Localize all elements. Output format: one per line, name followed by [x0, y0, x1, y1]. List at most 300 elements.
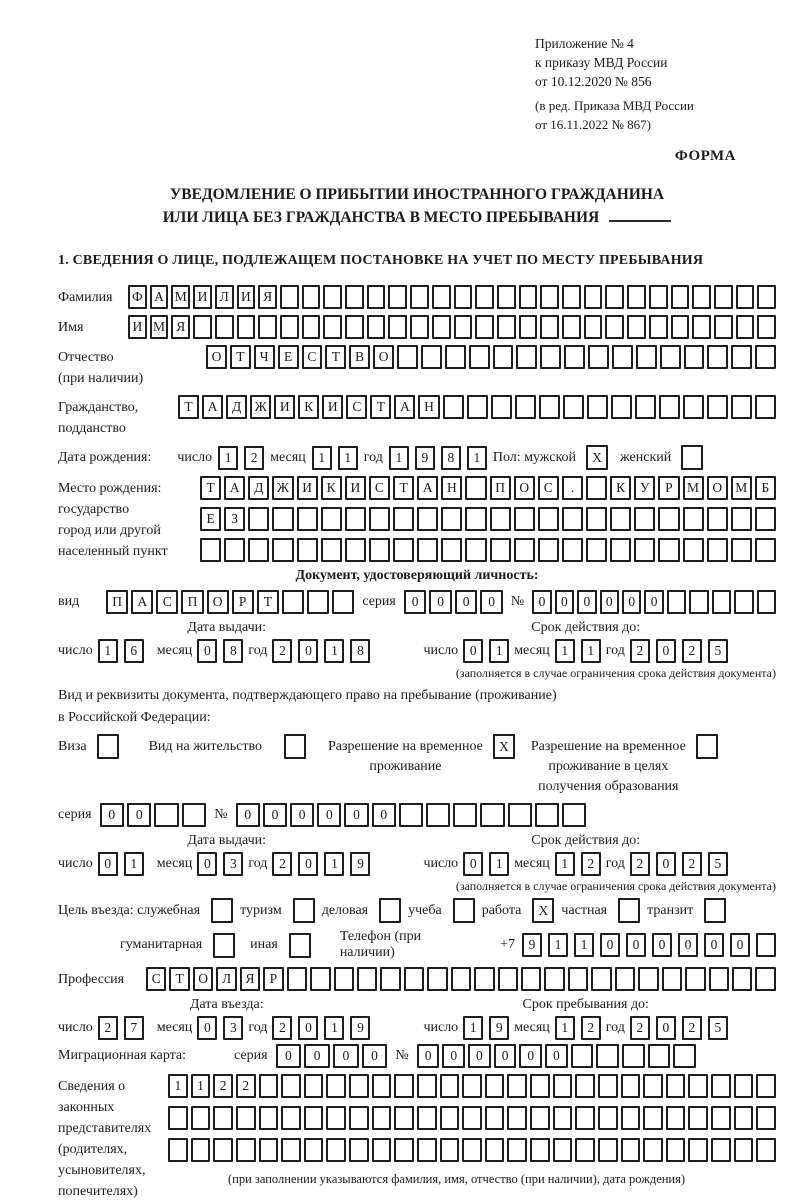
char-cell[interactable]: [714, 315, 733, 339]
char-cell[interactable]: [553, 1106, 573, 1130]
char-cell[interactable]: [462, 1106, 482, 1130]
char-cell[interactable]: [562, 507, 583, 531]
char-cell[interactable]: [704, 898, 726, 923]
char-cell[interactable]: [709, 967, 729, 991]
char-cell[interactable]: Л: [216, 967, 236, 991]
char-cell[interactable]: [660, 345, 681, 369]
char-cell[interactable]: [732, 967, 752, 991]
char-cell[interactable]: [757, 590, 776, 614]
char-cell[interactable]: [756, 1074, 776, 1098]
char-cell[interactable]: 0: [600, 590, 619, 614]
char-cell[interactable]: [454, 315, 473, 339]
char-cell[interactable]: [480, 803, 504, 827]
char-cell[interactable]: 0: [494, 1044, 517, 1068]
char-cell[interactable]: [465, 507, 486, 531]
char-cell[interactable]: [711, 1138, 731, 1162]
char-cell[interactable]: 5: [708, 852, 728, 876]
char-cell[interactable]: К: [321, 476, 342, 500]
char-cell[interactable]: [610, 507, 631, 531]
char-cell[interactable]: [539, 395, 560, 419]
char-cell[interactable]: [469, 345, 490, 369]
char-cell[interactable]: [237, 315, 256, 339]
char-cell[interactable]: [540, 315, 559, 339]
char-cell[interactable]: [621, 1138, 641, 1162]
char-cell[interactable]: М: [171, 285, 190, 309]
char-cell[interactable]: [462, 1138, 482, 1162]
char-cell[interactable]: Р: [263, 967, 283, 991]
char-cell[interactable]: 1: [312, 446, 332, 470]
char-cell[interactable]: [688, 1138, 708, 1162]
char-cell[interactable]: 0: [100, 803, 124, 827]
char-cell[interactable]: 0: [600, 933, 620, 957]
char-cell[interactable]: [598, 1106, 618, 1130]
char-cell[interactable]: Ч: [254, 345, 275, 369]
char-cell[interactable]: Т: [178, 395, 199, 419]
char-cell[interactable]: [683, 507, 704, 531]
char-cell[interactable]: [367, 315, 386, 339]
char-cell[interactable]: Т: [200, 476, 221, 500]
char-cell[interactable]: [731, 507, 752, 531]
char-cell[interactable]: 2: [682, 1016, 702, 1040]
char-cell[interactable]: С: [146, 967, 166, 991]
char-cell[interactable]: [168, 1138, 188, 1162]
char-cell[interactable]: [259, 1106, 279, 1130]
char-cell[interactable]: [453, 898, 475, 923]
char-cell[interactable]: [345, 315, 364, 339]
char-cell[interactable]: [393, 538, 414, 562]
char-cell[interactable]: [615, 967, 635, 991]
char-cell[interactable]: 2: [272, 852, 292, 876]
char-cell[interactable]: [658, 538, 679, 562]
char-cell[interactable]: 5: [708, 639, 728, 663]
char-cell[interactable]: [610, 538, 631, 562]
char-cell[interactable]: [380, 967, 400, 991]
char-cell[interactable]: [731, 345, 752, 369]
char-cell[interactable]: 8: [350, 639, 370, 663]
char-cell[interactable]: [326, 1106, 346, 1130]
char-cell[interactable]: П: [106, 590, 128, 614]
char-cell[interactable]: [215, 315, 234, 339]
char-cell[interactable]: [404, 967, 424, 991]
char-cell[interactable]: 1: [555, 1016, 575, 1040]
char-cell[interactable]: 5: [708, 1016, 728, 1040]
char-cell[interactable]: [272, 507, 293, 531]
char-cell[interactable]: [507, 1074, 527, 1098]
char-cell[interactable]: [696, 734, 718, 759]
char-cell[interactable]: [681, 445, 703, 470]
char-cell[interactable]: [417, 1074, 437, 1098]
char-cell[interactable]: [200, 538, 221, 562]
char-cell[interactable]: А: [394, 395, 415, 419]
char-cell[interactable]: [658, 507, 679, 531]
char-cell[interactable]: [627, 285, 646, 309]
char-cell[interactable]: [297, 507, 318, 531]
char-cell[interactable]: Л: [215, 285, 234, 309]
char-cell[interactable]: [635, 395, 656, 419]
char-cell[interactable]: 2: [236, 1074, 256, 1098]
char-cell[interactable]: [168, 1106, 188, 1130]
char-cell[interactable]: И: [193, 285, 212, 309]
char-cell[interactable]: [281, 1138, 301, 1162]
char-cell[interactable]: [440, 1074, 460, 1098]
char-cell[interactable]: [213, 1138, 233, 1162]
char-cell[interactable]: [562, 803, 586, 827]
char-cell[interactable]: [636, 345, 657, 369]
char-cell[interactable]: 0: [317, 803, 341, 827]
char-cell[interactable]: [671, 285, 690, 309]
char-cell[interactable]: 0: [298, 639, 318, 663]
char-cell[interactable]: [280, 315, 299, 339]
char-cell[interactable]: 0: [236, 803, 260, 827]
char-cell[interactable]: [734, 590, 753, 614]
char-cell[interactable]: 2: [581, 852, 601, 876]
char-cell[interactable]: [712, 590, 731, 614]
char-cell[interactable]: [666, 1106, 686, 1130]
char-cell[interactable]: [621, 1106, 641, 1130]
char-cell[interactable]: [734, 1106, 754, 1130]
char-cell[interactable]: И: [237, 285, 256, 309]
char-cell[interactable]: [634, 507, 655, 531]
char-cell[interactable]: Р: [232, 590, 254, 614]
char-cell[interactable]: [622, 1044, 645, 1068]
char-cell[interactable]: [621, 1074, 641, 1098]
char-cell[interactable]: Я: [240, 967, 260, 991]
char-cell[interactable]: [755, 345, 776, 369]
char-cell[interactable]: [514, 507, 535, 531]
char-cell[interactable]: [530, 1074, 550, 1098]
char-cell[interactable]: А: [131, 590, 153, 614]
char-cell[interactable]: [584, 285, 603, 309]
char-cell[interactable]: [673, 1044, 696, 1068]
char-cell[interactable]: [497, 315, 516, 339]
char-cell[interactable]: 0: [678, 933, 698, 957]
char-cell[interactable]: [508, 803, 532, 827]
char-cell[interactable]: [711, 1106, 731, 1130]
char-cell[interactable]: [684, 345, 705, 369]
char-cell[interactable]: 6: [124, 639, 144, 663]
char-cell[interactable]: [289, 933, 311, 958]
char-cell[interactable]: [586, 507, 607, 531]
char-cell[interactable]: [369, 538, 390, 562]
char-cell[interactable]: [736, 285, 755, 309]
char-cell[interactable]: 0: [372, 803, 396, 827]
char-cell[interactable]: [388, 315, 407, 339]
char-cell[interactable]: [417, 1138, 437, 1162]
char-cell[interactable]: [388, 285, 407, 309]
char-cell[interactable]: [731, 395, 752, 419]
char-cell[interactable]: 0: [127, 803, 151, 827]
char-cell[interactable]: Т: [169, 967, 189, 991]
char-cell[interactable]: [259, 1074, 279, 1098]
char-cell[interactable]: [707, 345, 728, 369]
char-cell[interactable]: [490, 538, 511, 562]
char-cell[interactable]: 0: [298, 852, 318, 876]
char-cell[interactable]: 8: [223, 639, 243, 663]
char-cell[interactable]: [357, 967, 377, 991]
char-cell[interactable]: [443, 395, 464, 419]
char-cell[interactable]: [618, 898, 640, 923]
char-cell[interactable]: 1: [191, 1074, 211, 1098]
char-cell[interactable]: 9: [522, 933, 542, 957]
char-cell[interactable]: 0: [263, 803, 287, 827]
char-cell[interactable]: 1: [463, 1016, 483, 1040]
char-cell[interactable]: [372, 1074, 392, 1098]
char-cell[interactable]: 2: [272, 639, 292, 663]
char-cell[interactable]: [432, 285, 451, 309]
char-cell[interactable]: 1: [389, 446, 409, 470]
char-cell[interactable]: Я: [258, 285, 277, 309]
char-cell[interactable]: 0: [442, 1044, 465, 1068]
char-cell[interactable]: 0: [622, 590, 641, 614]
char-cell[interactable]: 0: [344, 803, 368, 827]
char-cell[interactable]: [707, 507, 728, 531]
char-cell[interactable]: 1: [324, 639, 344, 663]
char-cell[interactable]: [683, 538, 704, 562]
char-cell[interactable]: 0: [463, 639, 483, 663]
char-cell[interactable]: [563, 395, 584, 419]
char-cell[interactable]: О: [707, 476, 728, 500]
char-cell[interactable]: 9: [350, 852, 370, 876]
char-cell[interactable]: [544, 967, 564, 991]
char-cell[interactable]: [571, 1044, 594, 1068]
char-cell[interactable]: 3: [223, 852, 243, 876]
char-cell[interactable]: [213, 1106, 233, 1130]
char-cell[interactable]: [683, 395, 704, 419]
char-cell[interactable]: [516, 345, 537, 369]
char-cell[interactable]: [612, 345, 633, 369]
char-cell[interactable]: О: [373, 345, 394, 369]
char-cell[interactable]: [755, 967, 775, 991]
char-cell[interactable]: 0: [519, 1044, 542, 1068]
char-cell[interactable]: [666, 1074, 686, 1098]
char-cell[interactable]: 0: [468, 1044, 491, 1068]
char-cell[interactable]: 0: [656, 639, 676, 663]
char-cell[interactable]: 2: [581, 1016, 601, 1040]
char-cell[interactable]: [345, 285, 364, 309]
char-cell[interactable]: [493, 345, 514, 369]
char-cell[interactable]: [474, 967, 494, 991]
char-cell[interactable]: [451, 967, 471, 991]
char-cell[interactable]: А: [224, 476, 245, 500]
char-cell[interactable]: [475, 285, 494, 309]
char-cell[interactable]: [379, 898, 401, 923]
char-cell[interactable]: [734, 1138, 754, 1162]
char-cell[interactable]: [485, 1138, 505, 1162]
char-cell[interactable]: 1: [218, 446, 238, 470]
char-cell[interactable]: [302, 315, 321, 339]
char-cell[interactable]: [410, 285, 429, 309]
char-cell[interactable]: [397, 345, 418, 369]
char-cell[interactable]: [345, 538, 366, 562]
char-cell[interactable]: 1: [324, 852, 344, 876]
char-cell[interactable]: С: [369, 476, 390, 500]
char-cell[interactable]: [643, 1106, 663, 1130]
char-cell[interactable]: 9: [489, 1016, 509, 1040]
char-cell[interactable]: [394, 1074, 414, 1098]
char-cell[interactable]: [756, 1138, 776, 1162]
char-cell[interactable]: [432, 315, 451, 339]
char-cell[interactable]: О: [514, 476, 535, 500]
char-cell[interactable]: Ж: [250, 395, 271, 419]
char-cell[interactable]: [714, 285, 733, 309]
char-cell[interactable]: [349, 1074, 369, 1098]
char-cell[interactable]: [465, 476, 486, 500]
char-cell[interactable]: [591, 967, 611, 991]
char-cell[interactable]: [627, 315, 646, 339]
char-cell[interactable]: [462, 1074, 482, 1098]
char-cell[interactable]: [399, 803, 423, 827]
char-cell[interactable]: С: [302, 345, 323, 369]
char-cell[interactable]: [236, 1138, 256, 1162]
char-cell[interactable]: Е: [278, 345, 299, 369]
char-cell[interactable]: [575, 1106, 595, 1130]
char-cell[interactable]: [485, 1074, 505, 1098]
char-cell[interactable]: [475, 315, 494, 339]
char-cell[interactable]: [441, 507, 462, 531]
char-cell[interactable]: [323, 315, 342, 339]
char-cell[interactable]: Ф: [128, 285, 147, 309]
char-cell[interactable]: [649, 315, 668, 339]
char-cell[interactable]: [307, 590, 329, 614]
char-cell[interactable]: 2: [244, 446, 264, 470]
char-cell[interactable]: А: [417, 476, 438, 500]
char-cell[interactable]: [326, 1074, 346, 1098]
char-cell[interactable]: X: [532, 898, 554, 923]
char-cell[interactable]: П: [181, 590, 203, 614]
char-cell[interactable]: .: [562, 476, 583, 500]
char-cell[interactable]: 0: [626, 933, 646, 957]
char-cell[interactable]: [191, 1138, 211, 1162]
char-cell[interactable]: [394, 1106, 414, 1130]
char-cell[interactable]: Д: [226, 395, 247, 419]
char-cell[interactable]: [671, 315, 690, 339]
char-cell[interactable]: [731, 538, 752, 562]
char-cell[interactable]: 0: [429, 590, 452, 614]
char-cell[interactable]: [393, 507, 414, 531]
char-cell[interactable]: [562, 538, 583, 562]
char-cell[interactable]: [367, 285, 386, 309]
char-cell[interactable]: [372, 1106, 392, 1130]
char-cell[interactable]: [332, 590, 354, 614]
char-cell[interactable]: [755, 395, 776, 419]
char-cell[interactable]: П: [490, 476, 511, 500]
char-cell[interactable]: С: [156, 590, 178, 614]
char-cell[interactable]: 0: [404, 590, 427, 614]
char-cell[interactable]: [427, 967, 447, 991]
char-cell[interactable]: [535, 803, 559, 827]
char-cell[interactable]: [272, 538, 293, 562]
char-cell[interactable]: [659, 395, 680, 419]
char-cell[interactable]: 0: [276, 1044, 302, 1068]
char-cell[interactable]: [707, 538, 728, 562]
char-cell[interactable]: [519, 285, 538, 309]
char-cell[interactable]: [454, 285, 473, 309]
char-cell[interactable]: [634, 538, 655, 562]
char-cell[interactable]: [605, 315, 624, 339]
char-cell[interactable]: 0: [532, 590, 551, 614]
char-cell[interactable]: 0: [555, 590, 574, 614]
char-cell[interactable]: К: [298, 395, 319, 419]
char-cell[interactable]: [284, 734, 306, 759]
char-cell[interactable]: 2: [630, 1016, 650, 1040]
char-cell[interactable]: [667, 590, 686, 614]
char-cell[interactable]: [756, 933, 776, 957]
char-cell[interactable]: [304, 1106, 324, 1130]
char-cell[interactable]: М: [150, 315, 169, 339]
char-cell[interactable]: 0: [197, 852, 217, 876]
char-cell[interactable]: [584, 315, 603, 339]
char-cell[interactable]: 1: [324, 1016, 344, 1040]
char-cell[interactable]: 0: [197, 639, 217, 663]
char-cell[interactable]: [540, 345, 561, 369]
char-cell[interactable]: [736, 315, 755, 339]
char-cell[interactable]: [485, 1106, 505, 1130]
char-cell[interactable]: [287, 967, 307, 991]
char-cell[interactable]: У: [634, 476, 655, 500]
char-cell[interactable]: О: [206, 345, 227, 369]
char-cell[interactable]: 1: [574, 933, 594, 957]
char-cell[interactable]: 2: [213, 1074, 233, 1098]
char-cell[interactable]: 2: [272, 1016, 292, 1040]
char-cell[interactable]: [491, 395, 512, 419]
char-cell[interactable]: [711, 1074, 731, 1098]
char-cell[interactable]: [369, 507, 390, 531]
char-cell[interactable]: 0: [545, 1044, 568, 1068]
char-cell[interactable]: [638, 967, 658, 991]
char-cell[interactable]: Н: [441, 476, 462, 500]
char-cell[interactable]: 0: [463, 852, 483, 876]
char-cell[interactable]: [224, 538, 245, 562]
char-cell[interactable]: 1: [489, 639, 509, 663]
char-cell[interactable]: [426, 803, 450, 827]
char-cell[interactable]: [498, 967, 518, 991]
char-cell[interactable]: [154, 803, 178, 827]
char-cell[interactable]: 1: [548, 933, 568, 957]
char-cell[interactable]: 1: [555, 639, 575, 663]
char-cell[interactable]: [321, 538, 342, 562]
char-cell[interactable]: [417, 507, 438, 531]
char-cell[interactable]: Н: [418, 395, 439, 419]
char-cell[interactable]: А: [150, 285, 169, 309]
char-cell[interactable]: [282, 590, 304, 614]
char-cell[interactable]: [553, 1138, 573, 1162]
char-cell[interactable]: [304, 1074, 324, 1098]
char-cell[interactable]: [530, 1106, 550, 1130]
char-cell[interactable]: [755, 507, 776, 531]
char-cell[interactable]: Я: [171, 315, 190, 339]
char-cell[interactable]: [281, 1106, 301, 1130]
char-cell[interactable]: [248, 507, 269, 531]
char-cell[interactable]: [688, 1106, 708, 1130]
char-cell[interactable]: 1: [168, 1074, 188, 1098]
char-cell[interactable]: [540, 285, 559, 309]
char-cell[interactable]: [507, 1106, 527, 1130]
char-cell[interactable]: 0: [362, 1044, 388, 1068]
char-cell[interactable]: 2: [682, 852, 702, 876]
char-cell[interactable]: 1: [581, 639, 601, 663]
char-cell[interactable]: [530, 1138, 550, 1162]
char-cell[interactable]: [562, 315, 581, 339]
char-cell[interactable]: [281, 1074, 301, 1098]
char-cell[interactable]: [445, 345, 466, 369]
char-cell[interactable]: 0: [333, 1044, 359, 1068]
char-cell[interactable]: [213, 933, 235, 958]
char-cell[interactable]: 0: [197, 1016, 217, 1040]
char-cell[interactable]: [323, 285, 342, 309]
char-cell[interactable]: [211, 898, 233, 923]
char-cell[interactable]: 1: [467, 446, 487, 470]
char-cell[interactable]: [421, 345, 442, 369]
